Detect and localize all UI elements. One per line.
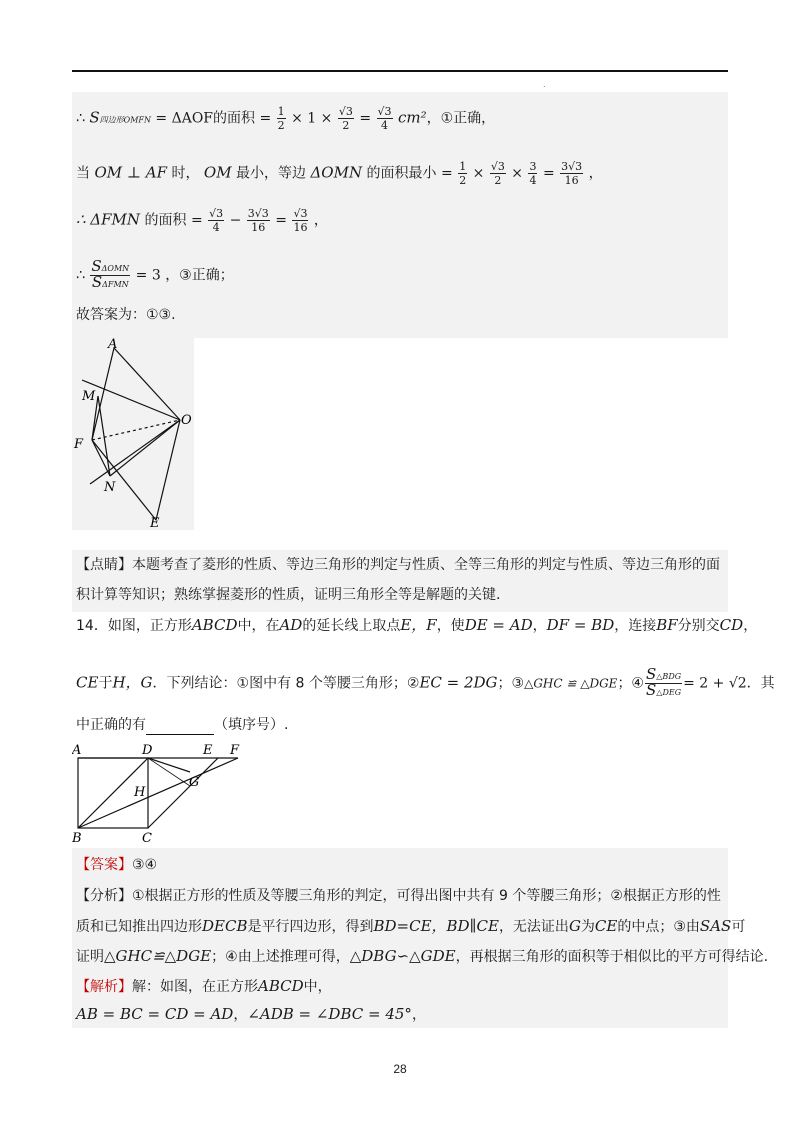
- answer-line: 【答案】③④: [76, 857, 158, 873]
- label-M: M: [82, 389, 96, 404]
- fraction: $\frac{1}{2}$: [277, 105, 285, 132]
- analysis-line-2: 质和已知推出四边形DECB是平行四边形，得到BD=CE，BD∥CE，无法证出G为CE的中点；③由SAS可: [76, 917, 746, 935]
- comment-line-2: 积计算等知识；熟练掌握菱形的性质，证明三角形全等是解题的关键.: [76, 587, 501, 603]
- label-G: G: [189, 775, 200, 790]
- label-B: B: [72, 831, 82, 846]
- figure-square: [72, 742, 248, 846]
- explain-tag: 【解析】: [76, 979, 132, 995]
- header-rule: [72, 70, 728, 72]
- problem-line-2: CE于H，G．下列结论：①图中有 8 个等腰三角形；②EC = 2DG；③△GHC ≌ △DGE；④ $\frac{\text{S△BDG}}{\text{S△DEG}}$ = 2 + √2．其: [76, 665, 775, 699]
- solution-line-1: ∴ S四边形OMFN = ΔAOF的面积 = $\frac{1}{2}$ × 1 × $\frac{√3}{2}$ = $\frac{√3}{4}$ cm²，①正确，: [76, 105, 496, 132]
- fraction: $\frac{1}{2}$: [459, 160, 467, 187]
- label-E: E: [150, 516, 160, 530]
- header-mark: .: [543, 80, 546, 89]
- page-number: 28: [393, 1062, 407, 1076]
- answer-tag: 【答案】: [76, 857, 132, 873]
- fraction: $\frac{3√3}{16}$: [561, 160, 583, 187]
- label-E: E: [203, 743, 213, 758]
- analysis-line-3: 证明△GHC≌△DGE；④由上述推理可得，△DBG∽△GDE，再根据三角形的面积等于相似比的平方可得结论.: [76, 947, 769, 965]
- fraction: $\frac{√3}{4}$: [209, 207, 224, 234]
- explain-line-1: 【解析】解：如图，在正方形ABCD中，: [76, 977, 332, 995]
- problem-line-3: 中正确的有 （填序号）.: [76, 717, 289, 733]
- area-ratio-fraction: $\frac{\text{SΔOMN}}{\text{SΔFMN}}$: [91, 257, 130, 291]
- label-A: A: [72, 743, 82, 758]
- fraction: $\frac{√3}{4}$: [377, 105, 392, 132]
- label-F: F: [74, 437, 84, 452]
- label-A: A: [108, 338, 118, 352]
- fraction: $\frac{3}{4}$: [529, 160, 537, 187]
- figure-rhombus: [72, 338, 194, 530]
- label-N: N: [104, 480, 116, 495]
- solution-line-5: 故答案为：①③.: [76, 307, 176, 323]
- problem-line-1: 14．如图，正方形ABCD中，在AD的延长线上取点E，F，使DE = AD，DF = BD，连接BF分别交CD，: [76, 616, 758, 634]
- solution-line-3: ∴ ΔFMN 的面积 = $\frac{√3}{4}$ − $\frac{3√3}{16}$ = $\frac{√3}{16}$ ，: [76, 207, 328, 234]
- analysis-line-1: 【分析】①根据正方形的性质及等腰三角形的判定，可得出图中共有 9 个等腰三角形；②根据正方形的性: [76, 888, 721, 904]
- explain-line-2: AB = BC = CD = AD，∠ADB = ∠DBC = 45°，: [76, 1005, 426, 1023]
- label-H: H: [134, 785, 146, 800]
- label-O: O: [181, 413, 192, 428]
- analysis-tag: 【分析】: [76, 888, 132, 904]
- answer-blank[interactable]: [146, 720, 214, 735]
- area-ratio-fraction: $\frac{\text{S△BDG}}{\text{S△DEG}}$: [646, 665, 682, 699]
- label-F: F: [230, 743, 240, 758]
- comment-line-1: 【点睛】本题考查了菱形的性质、等边三角形的判定与性质、全等三角形的判定与性质、等边三角形的面: [76, 557, 720, 573]
- label-D: D: [142, 743, 153, 758]
- comment-tag: 【点睛】: [76, 557, 132, 573]
- solution-line-4: ∴ $\frac{\text{SΔOMN}}{\text{SΔFMN}}$ = 3 ，③正确；: [76, 257, 234, 291]
- fraction: $\frac{√3}{2}$: [490, 160, 505, 187]
- solution-line-2: 当 OM ⊥ AF 时， OM 最小，等边 ΔOMN 的面积最小 = $\frac{1}{2}$ × $\frac{√3}{2}$ × $\frac{3}{4}$ = $\frac{3√3}{16}$ ，: [76, 160, 603, 187]
- fraction: $\frac{√3}{2}$: [338, 105, 353, 132]
- fraction: $\frac{√3}{16}$: [293, 207, 308, 234]
- fraction: $\frac{3√3}{16}$: [247, 207, 269, 234]
- answer-shade: [72, 848, 728, 1028]
- label-C: C: [142, 831, 152, 846]
